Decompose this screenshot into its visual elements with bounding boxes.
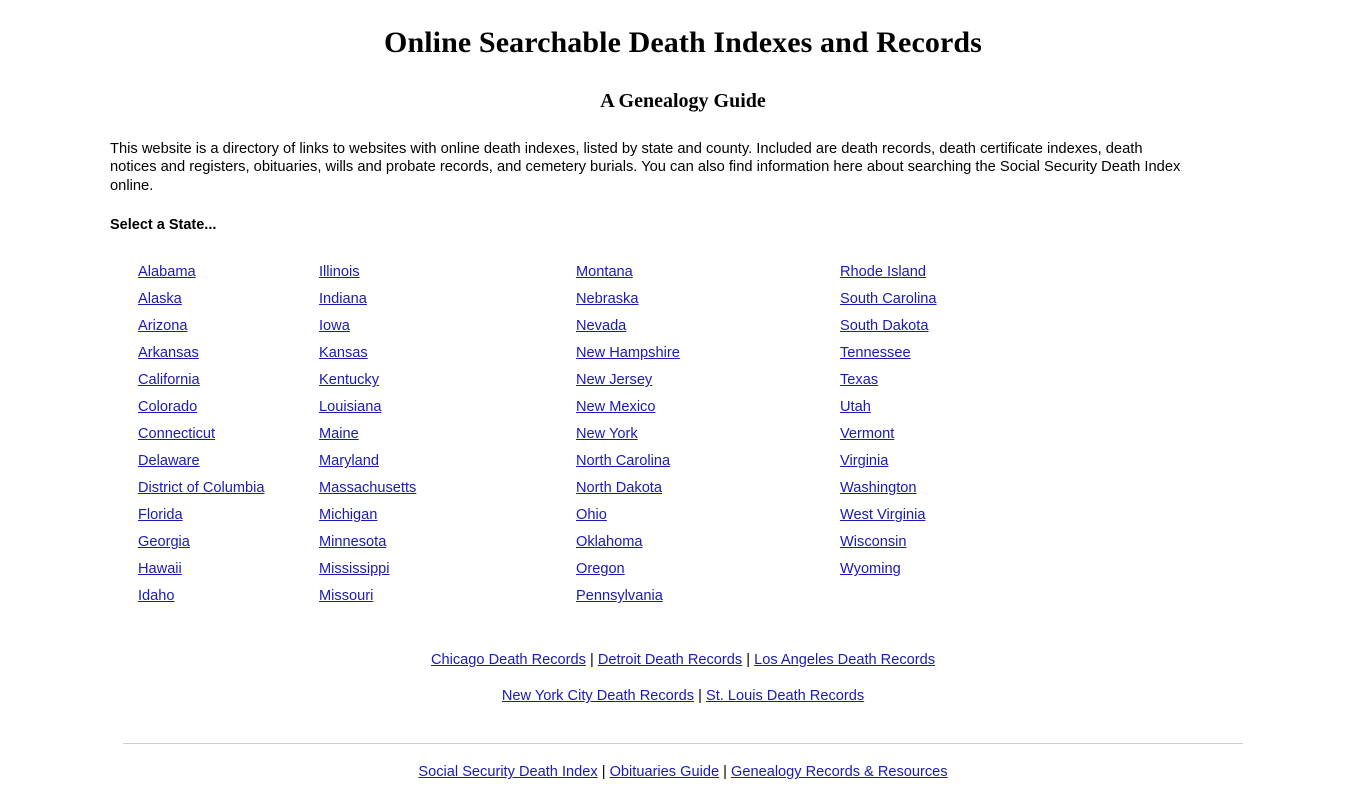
state-link-wyoming[interactable]: Wyoming xyxy=(840,561,901,578)
link-social-security-death-index[interactable]: Social Security Death Index xyxy=(418,764,598,781)
state-column-3 xyxy=(559,259,840,610)
link-new-york-city-death-records[interactable]: New York City Death Records xyxy=(501,688,695,705)
state-column-4 xyxy=(840,259,1140,610)
link-separator: | xyxy=(597,764,610,781)
state-link-louisiana[interactable]: Louisiana xyxy=(319,399,382,416)
state-link-illinois[interactable]: Illinois xyxy=(319,264,360,281)
state-link-washington[interactable]: Washington xyxy=(840,480,917,497)
state-link-new-jersey[interactable]: New Jersey xyxy=(576,372,653,389)
state-link-virginia[interactable]: Virginia xyxy=(840,453,889,470)
city-links xyxy=(0,642,1366,714)
link-separator: | xyxy=(742,652,755,669)
state-link-texas[interactable]: Texas xyxy=(840,372,879,389)
link-st-louis-death-records[interactable]: St. Louis Death Records xyxy=(705,688,865,705)
state-link-maine[interactable]: Maine xyxy=(319,426,359,443)
state-link-oklahoma[interactable]: Oklahoma xyxy=(576,534,643,551)
page-root xyxy=(0,26,1366,780)
state-link-iowa[interactable]: Iowa xyxy=(319,318,350,335)
state-link-pennsylvania[interactable]: Pennsylvania xyxy=(576,588,663,605)
state-link-georgia[interactable]: Georgia xyxy=(138,534,190,551)
link-detroit-death-records[interactable]: Detroit Death Records xyxy=(597,652,743,669)
link-separator: | xyxy=(719,764,731,781)
state-link-indiana[interactable]: Indiana xyxy=(319,291,367,308)
state-link-delaware[interactable]: Delaware xyxy=(138,453,200,470)
state-link-kentucky[interactable]: Kentucky xyxy=(319,372,380,389)
state-link-ohio[interactable]: Ohio xyxy=(576,507,607,524)
select-state-label: Select a State... xyxy=(110,217,217,234)
state-link-hawaii[interactable]: Hawaii xyxy=(138,561,182,578)
state-link-alabama[interactable]: Alabama xyxy=(138,264,196,281)
state-link-colorado[interactable]: Colorado xyxy=(138,399,198,416)
state-link-montana[interactable]: Montana xyxy=(576,264,633,281)
state-link-alaska[interactable]: Alaska xyxy=(138,291,182,308)
link-separator: | xyxy=(694,688,706,705)
state-link-arizona[interactable]: Arizona xyxy=(138,318,188,335)
state-link-grid xyxy=(0,259,1366,610)
state-link-rhode-island[interactable]: Rhode Island xyxy=(840,264,927,281)
city-links-row-2 xyxy=(0,678,1366,714)
state-link-massachusetts[interactable]: Massachusetts xyxy=(319,480,417,497)
state-link-north-carolina[interactable]: North Carolina xyxy=(576,453,671,470)
state-link-new-mexico[interactable]: New Mexico xyxy=(576,399,656,416)
state-link-west-virginia[interactable]: West Virginia xyxy=(840,507,926,524)
state-link-mississippi[interactable]: Mississippi xyxy=(319,561,390,578)
state-link-south-dakota[interactable]: South Dakota xyxy=(840,318,929,335)
state-link-california[interactable]: California xyxy=(138,372,200,389)
state-link-nebraska[interactable]: Nebraska xyxy=(576,291,639,308)
link-separator: | xyxy=(585,652,598,669)
state-link-minnesota[interactable]: Minnesota xyxy=(319,534,387,551)
state-link-north-dakota[interactable]: North Dakota xyxy=(576,480,662,497)
state-link-michigan[interactable]: Michigan xyxy=(319,507,378,524)
link-genealogy-records-resources[interactable]: Genealogy Records & Resources xyxy=(731,764,948,781)
state-column-1 xyxy=(0,259,280,610)
state-link-arkansas[interactable]: Arkansas xyxy=(138,345,199,362)
link-chicago-death-records[interactable]: Chicago Death Records xyxy=(430,652,586,669)
link-obituaries-guide[interactable]: Obituaries Guide xyxy=(609,764,720,781)
page-subtitle: A Genealogy Guide xyxy=(600,90,766,112)
state-column-2 xyxy=(280,259,559,610)
state-link-wisconsin[interactable]: Wisconsin xyxy=(840,534,907,551)
state-link-nevada[interactable]: Nevada xyxy=(576,318,627,335)
state-link-new-york[interactable]: New York xyxy=(576,426,638,443)
footer-divider xyxy=(123,743,1243,744)
state-link-connecticut[interactable]: Connecticut xyxy=(138,426,216,443)
footer-links xyxy=(0,764,1366,780)
page-title: Online Searchable Death Indexes and Records xyxy=(384,26,982,59)
state-link-new-hampshire[interactable]: New Hampshire xyxy=(576,345,680,362)
state-link-district-of-columbia[interactable]: District of Columbia xyxy=(138,480,265,497)
state-link-south-carolina[interactable]: South Carolina xyxy=(840,291,937,308)
state-link-vermont[interactable]: Vermont xyxy=(840,426,895,443)
state-link-missouri[interactable]: Missouri xyxy=(319,588,374,605)
intro-paragraph: This website is a directory of links to websites with online death indexes, listed by state and county. Included are death records, death certificate indexes, death notices and registers, obituaries, wills and probate records, and cemetery burials. You can also find information here about searching the Social Security Death Index online. xyxy=(110,141,1181,194)
state-link-idaho[interactable]: Idaho xyxy=(138,588,175,605)
state-link-oregon[interactable]: Oregon xyxy=(576,561,625,578)
state-link-tennessee[interactable]: Tennessee xyxy=(840,345,911,362)
link-los-angeles-death-records[interactable]: Los Angeles Death Records xyxy=(754,652,936,669)
state-link-florida[interactable]: Florida xyxy=(138,507,183,524)
city-links-row-1 xyxy=(0,642,1366,678)
state-link-kansas[interactable]: Kansas xyxy=(319,345,368,362)
state-link-maryland[interactable]: Maryland xyxy=(319,453,380,470)
state-link-utah[interactable]: Utah xyxy=(840,399,871,416)
